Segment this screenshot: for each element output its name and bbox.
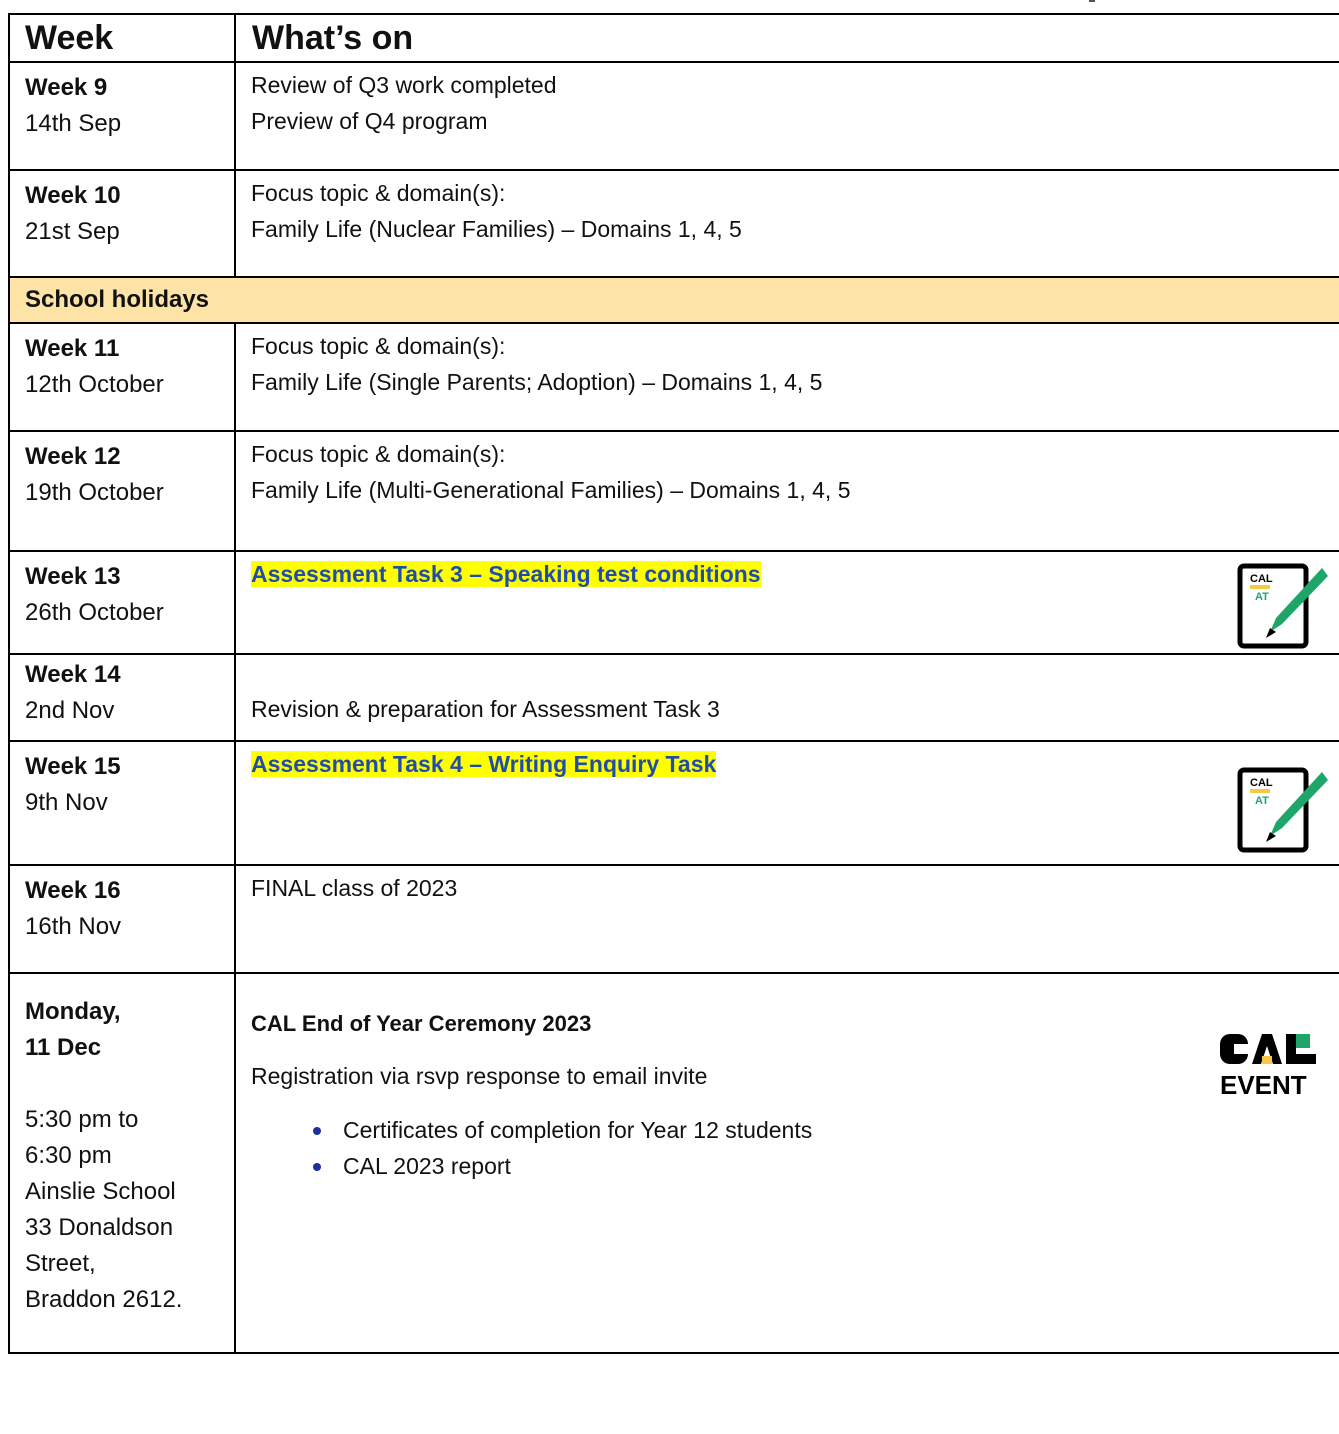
whats-on-cell	[235, 865, 1339, 973]
event-title: CAL End of Year Ceremony 2023	[251, 1011, 592, 1036]
table-row	[9, 170, 1339, 277]
week-date: 2nd Nov	[25, 697, 115, 724]
week-date: 14th Sep	[25, 110, 122, 137]
event-description-cell	[235, 973, 1339, 1353]
week-date: 16th Nov	[25, 913, 122, 940]
schedule-table	[8, 13, 1339, 1354]
week-label: Week 10	[25, 182, 121, 209]
desc-line: Review of Q3 work completed	[251, 72, 557, 98]
holiday-row	[9, 277, 1339, 323]
week-date: 26th October	[25, 599, 164, 626]
week-label: Week 14	[25, 661, 121, 688]
table-row	[9, 323, 1339, 431]
week-cell	[9, 170, 235, 277]
week-label: Week 12	[25, 443, 121, 470]
event-day: Monday,	[25, 998, 121, 1025]
header-week: Week	[9, 14, 235, 62]
table-row	[9, 865, 1339, 973]
desc-line: Family Life (Multi-Generational Families) – Domains 1, 4, 5	[251, 477, 851, 503]
week-cell	[9, 62, 235, 170]
week-cell	[9, 865, 235, 973]
desc-line: FINAL class of 2023	[251, 875, 458, 901]
desc-line: Focus topic & domain(s):	[251, 180, 506, 206]
event-registration: Registration via rsvp response to email invite	[251, 1063, 708, 1089]
header-whats-on: What’s on	[235, 14, 1339, 62]
desc-line: Family Life (Nuclear Families) – Domains 1, 4, 5	[251, 216, 742, 242]
desc-line: Focus topic & domain(s):	[251, 441, 506, 467]
svg-text:AT: AT	[1255, 591, 1269, 603]
list-item: Certificates of completion for Year 12 students	[343, 1112, 1339, 1148]
week-label: Week 11	[25, 335, 120, 362]
cal-assessment-task-icon	[1236, 558, 1328, 650]
event-date: 11 Dec	[25, 1034, 102, 1061]
week-cell	[9, 654, 235, 741]
desc-line: Revision & preparation for Assessment Task 3	[251, 696, 720, 722]
week-label: Week 16	[25, 877, 121, 904]
whats-on-cell	[235, 741, 1339, 865]
whats-on-cell	[235, 431, 1339, 551]
whats-on-cell	[235, 170, 1339, 277]
desc-line: Preview of Q4 program	[251, 108, 488, 134]
week-cell	[9, 741, 235, 865]
cal-assessment-task-icon	[1236, 762, 1328, 854]
whats-on-cell	[235, 323, 1339, 431]
cal-event-icon	[1216, 1030, 1326, 1100]
week-date: 21st Sep	[25, 218, 120, 245]
desc-line: Family Life (Single Parents; Adoption) – Domains 1, 4, 5	[251, 369, 823, 395]
week-label: Week 15	[25, 753, 121, 780]
event-address: Braddon 2612.	[25, 1286, 183, 1313]
week-label: Week 13	[25, 563, 121, 590]
week-date: 19th October	[25, 479, 164, 506]
week-label: Week 9	[25, 74, 108, 101]
whats-on-cell	[235, 654, 1339, 741]
table-row	[9, 431, 1339, 551]
event-time-start: 5:30 pm to	[25, 1106, 139, 1133]
event-details-cell	[9, 973, 235, 1353]
page-header-cropped	[0, 0, 1339, 8]
table-row	[9, 551, 1339, 654]
event-venue: Ainslie School	[25, 1178, 176, 1205]
whats-on-cell	[235, 62, 1339, 170]
svg-text:CAL: CAL	[1250, 777, 1273, 789]
event-time-end: 6:30 pm	[25, 1142, 112, 1169]
header-cropped-mark	[1089, 0, 1095, 2]
desc-line: Focus topic & domain(s):	[251, 333, 506, 359]
svg-text:CAL: CAL	[1250, 573, 1273, 585]
week-cell	[9, 431, 235, 551]
svg-text:AT: AT	[1255, 795, 1269, 807]
event-items-list	[251, 1112, 1339, 1184]
event-address: Street,	[25, 1250, 96, 1277]
event-address: 33 Donaldson	[25, 1214, 174, 1241]
assessment-highlight: Assessment Task 4 – Writing Enquiry Task	[251, 751, 717, 777]
table-row	[9, 654, 1339, 741]
assessment-highlight: Assessment Task 3 – Speaking test conditions	[251, 561, 761, 587]
table-header-row	[9, 14, 1339, 62]
event-row	[9, 973, 1339, 1353]
whats-on-cell	[235, 551, 1339, 654]
table-row	[9, 741, 1339, 865]
week-date: 9th Nov	[25, 789, 108, 816]
week-cell	[9, 551, 235, 654]
holiday-label: School holidays	[9, 277, 1339, 323]
svg-text:EVENT: EVENT	[1220, 1070, 1307, 1100]
week-date: 12th October	[25, 371, 164, 398]
list-item: CAL 2023 report	[343, 1148, 1339, 1184]
week-cell	[9, 323, 235, 431]
table-row	[9, 62, 1339, 170]
